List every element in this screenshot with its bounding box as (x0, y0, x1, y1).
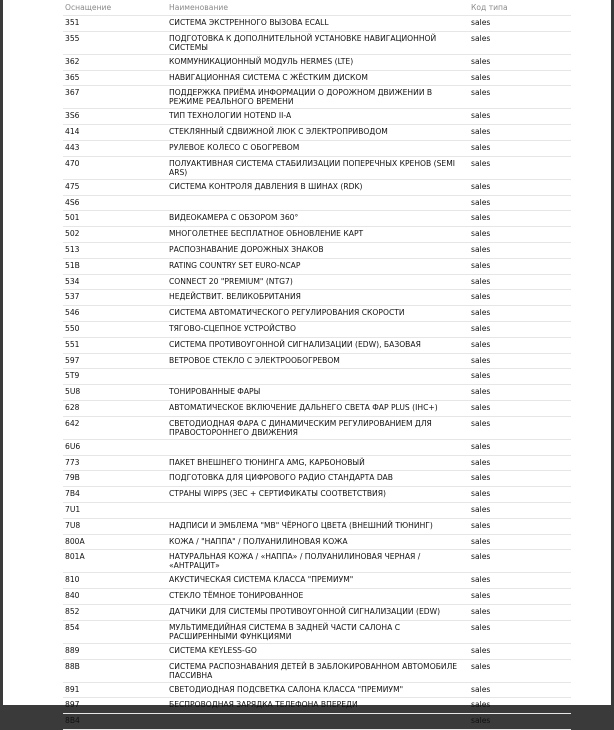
cell-name: ПОДГОТОВКА К ДОПОЛНИТЕЛЬНОЙ УСТАНОВКЕ НАВИГАЦИОННОЙ СИСТЕМЫ (167, 31, 469, 54)
table-row (63, 698, 571, 714)
cell-type: sales (469, 471, 571, 487)
table-row (63, 54, 571, 70)
cell-type: sales (469, 156, 571, 179)
cell-code: 362 (63, 54, 167, 70)
cell-code: 88B (63, 659, 167, 682)
table-header-row (63, 0, 571, 16)
cell-code: 470 (63, 156, 167, 179)
cell-code: 79B (63, 471, 167, 487)
cell-type: sales (469, 698, 571, 714)
cell-type: sales (469, 589, 571, 605)
cell-type: sales (469, 140, 571, 156)
table-row (63, 353, 571, 369)
table-row (63, 306, 571, 322)
cell-code: 475 (63, 179, 167, 195)
cell-name: СТРАНЫ WIPPS (ЗЕС + СЕРТИФИКАТЫ СООТВЕТСТВИЯ) (167, 487, 469, 503)
table-row (63, 86, 571, 109)
table-row (63, 487, 571, 503)
table-row (63, 211, 571, 227)
cell-name: ПОДГОТОВКА ДЛЯ ЦИФРОВОГО РАДИО СТАНДАРТА DAB (167, 471, 469, 487)
cell-name: КОЖА / "НАППА" / ПОЛУАНИЛИНОВАЯ КОЖА (167, 534, 469, 550)
cell-type: sales (469, 195, 571, 211)
cell-type: sales (469, 16, 571, 32)
cell-name: СВЕТОДИОДНАЯ ПОДСВЕТКА САЛОНА КЛАССА "ПРЕМИУМ" (167, 682, 469, 698)
cell-code: 642 (63, 416, 167, 439)
cell-type: sales (469, 643, 571, 659)
cell-name: ДАТЧИКИ ДЛЯ СИСТЕМЫ ПРОТИВОУГОННОЙ СИГНАЛИЗАЦИИ (EDW) (167, 604, 469, 620)
table-row (63, 416, 571, 439)
table-row (63, 385, 571, 401)
cell-name (167, 195, 469, 211)
column-header-type[interactable]: Код типа (469, 0, 571, 16)
table-row (63, 227, 571, 243)
cell-name: БЕСПРОВОДНАЯ ЗАРЯДКА ТЕЛЕФОНА ВПЕРЕДИ (167, 698, 469, 714)
cell-name: ПОДДЕРЖКА ПРИЁМА ИНФОРМАЦИИ О ДОРОЖНОМ ДВИЖЕНИИ В РЕЖИМЕ РЕАЛЬНОГО ВРЕМЕНИ (167, 86, 469, 109)
cell-type: sales (469, 385, 571, 401)
cell-type: sales (469, 306, 571, 322)
cell-name: ПАКЕТ ВНЕШНЕГО ТЮНИНГА AMG, КАРБОНОВЫЙ (167, 455, 469, 471)
cell-name: ПОЛУАКТИВНАЯ СИСТЕМА СТАБИЛИЗАЦИИ ПОПЕРЕЧНЫХ КРЕНОВ (SEMI ARS) (167, 156, 469, 179)
cell-name (167, 714, 469, 730)
cell-code: 5T9 (63, 369, 167, 385)
table-row (63, 109, 571, 125)
cell-name: НАТУРАЛЬНАЯ КОЖА / «НАППА» / ПОЛУАНИЛИНОВАЯ ЧЕРНАЯ / «АНТРАЦИТ» (167, 550, 469, 573)
cell-code: 534 (63, 274, 167, 290)
table-row (63, 643, 571, 659)
cell-code: 628 (63, 400, 167, 416)
table-row (63, 518, 571, 534)
cell-type: sales (469, 125, 571, 141)
cell-name: МУЛЬТИМЕДИЙНАЯ СИСТЕМА В ЗАДНЕЙ ЧАСТИ САЛОНА С РАСШИРЕННЫМИ ФУНКЦИЯМИ (167, 620, 469, 643)
cell-code: 51B (63, 258, 167, 274)
table-row (63, 714, 571, 730)
cell-type: sales (469, 337, 571, 353)
cell-name: РУЛЕВОЕ КОЛЕСО С ОБОГРЕВОМ (167, 140, 469, 156)
cell-type: sales (469, 54, 571, 70)
table-row (63, 321, 571, 337)
table-row (63, 550, 571, 573)
cell-type: sales (469, 321, 571, 337)
cell-name: ТИП ТЕХНОЛОГИИ HOTEND II-A (167, 109, 469, 125)
cell-name: РАСПОЗНАВАНИЕ ДОРОЖНЫХ ЗНАКОВ (167, 242, 469, 258)
cell-code: 854 (63, 620, 167, 643)
table-row (63, 589, 571, 605)
cell-code: 351 (63, 16, 167, 32)
cell-code: 501 (63, 211, 167, 227)
cell-code: 889 (63, 643, 167, 659)
cell-type: sales (469, 400, 571, 416)
cell-name: ТЯГОВО-СЦЕПНОЕ УСТРОЙСТВО (167, 321, 469, 337)
cell-type: sales (469, 290, 571, 306)
cell-code: 810 (63, 573, 167, 589)
table-row (63, 502, 571, 518)
cell-type: sales (469, 604, 571, 620)
cell-type: sales (469, 86, 571, 109)
cell-code: 7U1 (63, 502, 167, 518)
cell-name: СИСТЕМА АВТОМАТИЧЕСКОГО РЕГУЛИРОВАНИЯ СКОРОСТИ (167, 306, 469, 322)
cell-name: НАВИГАЦИОННАЯ СИСТЕМА С ЖЁСТКИМ ДИСКОМ (167, 70, 469, 86)
cell-name: МНОГОЛЕТНЕЕ БЕСПЛАТНОЕ ОБНОВЛЕНИЕ КАРТ (167, 227, 469, 243)
cell-code: 891 (63, 682, 167, 698)
cell-name: НАДПИСИ И ЭМБЛЕМА "MB" ЧЁРНОГО ЦВЕТА (ВНЕШНИЙ ТЮНИНГ) (167, 518, 469, 534)
cell-type: sales (469, 369, 571, 385)
table-row (63, 125, 571, 141)
cell-code: 840 (63, 589, 167, 605)
cell-type: sales (469, 620, 571, 643)
table-row (63, 471, 571, 487)
table-row (63, 140, 571, 156)
cell-code: 8B4 (63, 714, 167, 730)
cell-code: 546 (63, 306, 167, 322)
cell-type: sales (469, 109, 571, 125)
cell-type: sales (469, 416, 571, 439)
table-row (63, 242, 571, 258)
table-row (63, 439, 571, 455)
cell-type: sales (469, 518, 571, 534)
cell-type: sales (469, 487, 571, 503)
cell-name: ВЕТРОВОЕ СТЕКЛО С ЭЛЕКТРООБОГРЕВОМ (167, 353, 469, 369)
cell-code: 6U6 (63, 439, 167, 455)
table-row (63, 573, 571, 589)
table-row (63, 604, 571, 620)
table-row (63, 400, 571, 416)
cell-type: sales (469, 502, 571, 518)
column-header-name[interactable]: Наименование (167, 0, 469, 16)
cell-code: 3S6 (63, 109, 167, 125)
table-row (63, 337, 571, 353)
table-row (63, 179, 571, 195)
cell-name: СИСТЕМА ПРОТИВОУГОННОЙ СИГНАЛИЗАЦИИ (EDW), БАЗОВАЯ (167, 337, 469, 353)
cell-type: sales (469, 242, 571, 258)
cell-code: 7B4 (63, 487, 167, 503)
cell-code: 800A (63, 534, 167, 550)
table-row (63, 455, 571, 471)
table-row (63, 274, 571, 290)
cell-type: sales (469, 353, 571, 369)
cell-name (167, 369, 469, 385)
cell-code: 513 (63, 242, 167, 258)
cell-code: 414 (63, 125, 167, 141)
cell-code: 773 (63, 455, 167, 471)
cell-type: sales (469, 274, 571, 290)
cell-name: ТОНИРОВАННЫЕ ФАРЫ (167, 385, 469, 401)
cell-type: sales (469, 659, 571, 682)
cell-code: 537 (63, 290, 167, 306)
table-row (63, 534, 571, 550)
cell-name: СТЕКЛО ТЁМНОЕ ТОНИРОВАННОЕ (167, 589, 469, 605)
cell-type: sales (469, 682, 571, 698)
cell-code: 355 (63, 31, 167, 54)
cell-type: sales (469, 227, 571, 243)
table-row (63, 659, 571, 682)
equipment-page (3, 0, 611, 726)
table-row (63, 620, 571, 643)
cell-type: sales (469, 211, 571, 227)
cell-code: 365 (63, 70, 167, 86)
cell-type: sales (469, 179, 571, 195)
cell-code: 7U8 (63, 518, 167, 534)
cell-name: СИСТЕМА KEYLESS-GO (167, 643, 469, 659)
table-body (63, 16, 571, 730)
cell-code: 443 (63, 140, 167, 156)
cell-type: sales (469, 258, 571, 274)
cell-name: АВТОМАТИЧЕСКОЕ ВКЛЮЧЕНИЕ ДАЛЬНЕГО СВЕТА ФАР PLUS (IHC+) (167, 400, 469, 416)
cell-name: СИСТЕМА РАСПОЗНАВАНИЯ ДЕТЕЙ В ЗАБЛОКИРОВАННОМ АВТОМОБИЛЕ ПАССИВНА (167, 659, 469, 682)
table-row (63, 195, 571, 211)
cell-type: sales (469, 439, 571, 455)
cell-name: СИСТЕМА КОНТРОЛЯ ДАВЛЕНИЯ В ШИНАХ (RDK) (167, 179, 469, 195)
cell-code: 502 (63, 227, 167, 243)
cell-type: sales (469, 573, 571, 589)
cell-code: 550 (63, 321, 167, 337)
cell-name: СИСТЕМА ЭКСТРЕННОГО ВЫЗОВА ECALL (167, 16, 469, 32)
cell-type: sales (469, 455, 571, 471)
cell-type: sales (469, 714, 571, 730)
equipment-table (63, 0, 571, 730)
table-row (63, 290, 571, 306)
table-row (63, 369, 571, 385)
cell-name: КОММУНИКАЦИОННЫЙ МОДУЛЬ HERMES (LTE) (167, 54, 469, 70)
cell-name: СВЕТОДИОДНАЯ ФАРА С ДИНАМИЧЕСКИМ РЕГУЛИРОВАНИЕМ ДЛЯ ПРАВОСТОРОННЕГО ДВИЖЕНИЯ (167, 416, 469, 439)
table-row (63, 31, 571, 54)
cell-name: ВИДЕОКАМЕРА С ОБЗОРОМ 360° (167, 211, 469, 227)
cell-name: НЕДЕЙСТВИТ. ВЕЛИКОБРИТАНИЯ (167, 290, 469, 306)
table-row (63, 682, 571, 698)
table-row (63, 156, 571, 179)
cell-name (167, 439, 469, 455)
cell-code: 4S6 (63, 195, 167, 211)
cell-code: 897 (63, 698, 167, 714)
cell-name: АКУСТИЧЕСКАЯ СИСТЕМА КЛАССА "ПРЕМИУМ" (167, 573, 469, 589)
cell-name: CONNECT 20 "PREMIUM" (NTG7) (167, 274, 469, 290)
cell-type: sales (469, 534, 571, 550)
cell-code: 852 (63, 604, 167, 620)
cell-code: 551 (63, 337, 167, 353)
cell-code: 367 (63, 86, 167, 109)
cell-name (167, 502, 469, 518)
cell-type: sales (469, 550, 571, 573)
cell-type: sales (469, 31, 571, 54)
table-row (63, 70, 571, 86)
cell-name: СТЕКЛЯННЫЙ СДВИЖНОЙ ЛЮК С ЭЛЕКТРОПРИВОДОМ (167, 125, 469, 141)
column-header-code[interactable]: Оснащение (63, 0, 167, 16)
cell-code: 5U8 (63, 385, 167, 401)
cell-type: sales (469, 70, 571, 86)
cell-code: 597 (63, 353, 167, 369)
cell-name: RATING COUNTRY SET EURO-NCAP (167, 258, 469, 274)
table-row (63, 258, 571, 274)
table-row (63, 16, 571, 32)
cell-code: 801A (63, 550, 167, 573)
